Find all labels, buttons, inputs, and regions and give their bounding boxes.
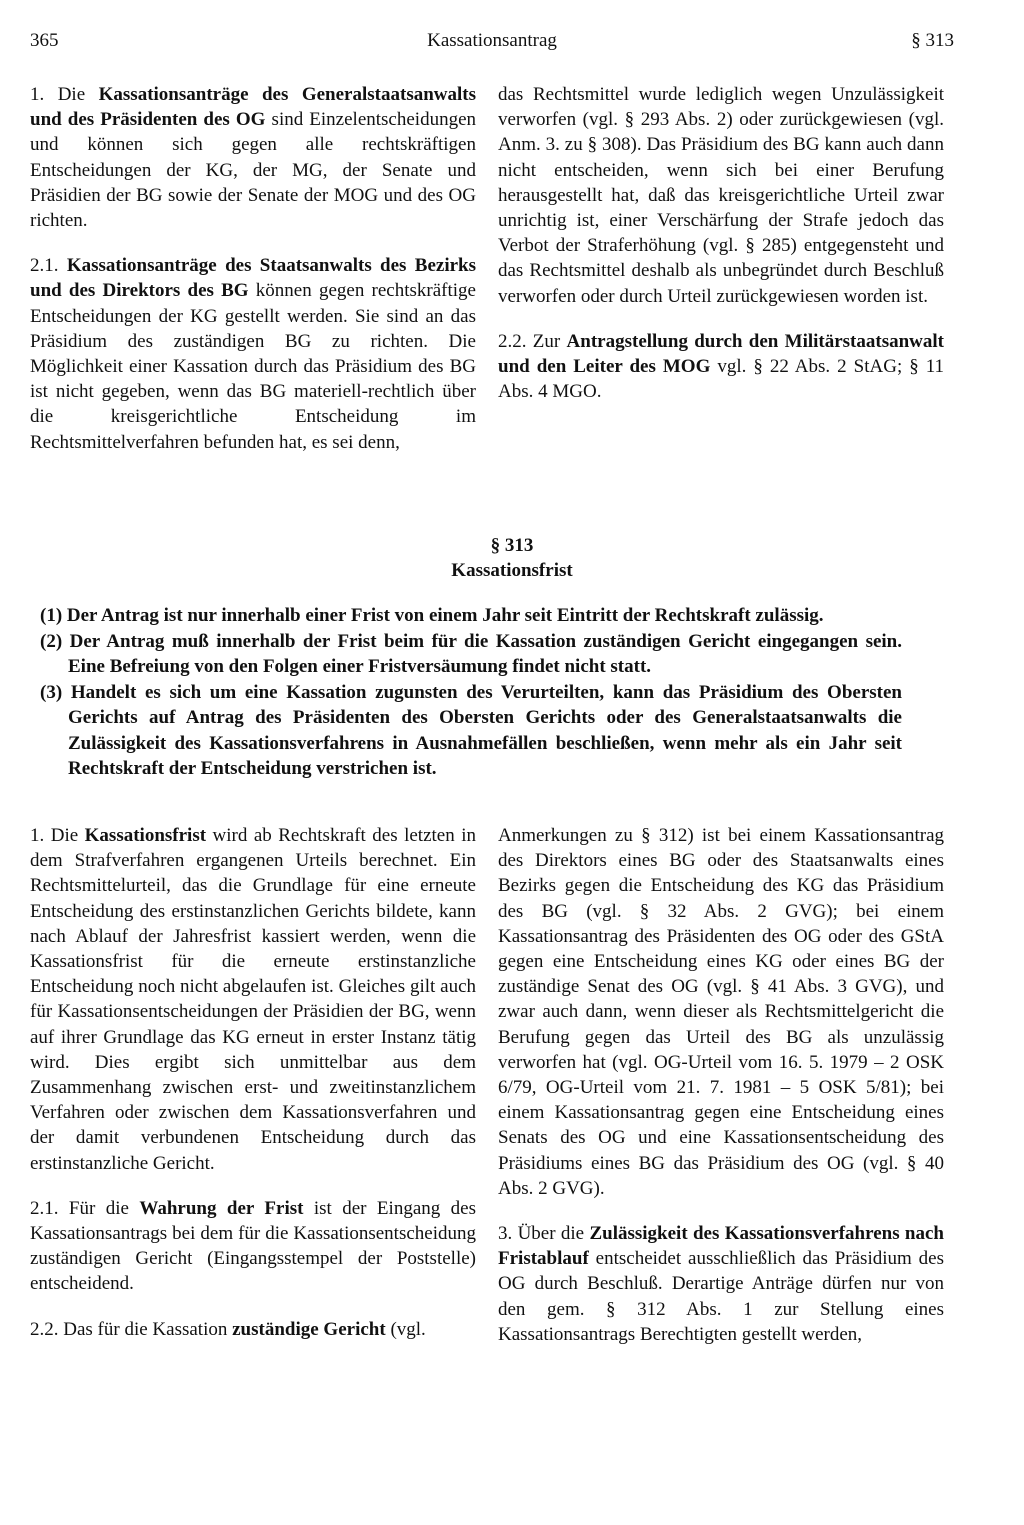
- annotation-paragraph: [30, 823, 476, 1176]
- running-title: Kassationsantrag: [427, 30, 557, 51]
- annotation-paragraph: [498, 1221, 944, 1347]
- bold-term: Zulässigkeit des Kassationsverfahrens nach Fristablauf: [498, 1223, 944, 1270]
- annotation-paragraph: [30, 253, 476, 455]
- running-section: § 313: [911, 30, 954, 51]
- statute-section: § 313: [490, 535, 534, 556]
- paragraph-text: das Rechtsmittel wurde lediglich wegen Unzulässigkeit verworfen (vgl. § 293 Abs. 2) oder zurückgewiesen (vgl. Anm. 3. zu § 308). Das Präsidium des BG kann auch dann nicht entscheiden, wenn sich bei einer Berufung herausgestellt hat, daß das kreisgerichtliche Urteil zwar unrichtig ist, einer Verschärfung der Strafe jedoch das Verbot der Straferhöhung (vgl. § 285) entgegensteht und das Rechtsmittel deshalb als unbegründet durch Beschluß verworfen oder durch Urteil zurückgewiesen worden ist.: [498, 84, 944, 307]
- paragraph-text: wird ab Rechtskraft des letzten in dem Strafverfahren ergangenen Urteils berechnet. Ein Rechtsmittelurteil, das die Grundlage für eine erneute Entscheidung des erstinstanzlichen Gerichts bildete, kann nach Ablauf der Jahresfrist kassiert werden, wenn die Kassationsfrist für die erneute erstinstanzliche Entscheidung noch nicht abgelaufen ist. Gleiches gilt auch für Kassationsentscheidungen der Präsidien der BG, wenn auf ihrer Grundlage das KG erneut in erster Instanz tätig wird. Dies ergibt sich unmittelbar aus dem Zusammenhang zwischen erst- und zweitinstanzlichem Verfahren oder zwischen dem Kassationsverfahren und der damit verbundenen Entscheidung durch das erstinstanzliche Gericht.: [30, 825, 476, 1174]
- paragraph-number: 1. Die: [30, 84, 99, 105]
- paragraph-number: 2.1. Für die: [30, 1197, 140, 1219]
- statute-heading: [0, 533, 1024, 583]
- bold-term: Kassationsanträge des Generalstaatsanwalts und des Präsidenten des OG: [30, 84, 476, 131]
- statute-text: [40, 603, 902, 782]
- paragraph-text: (vgl.: [385, 1318, 426, 1340]
- annotation-paragraph: [498, 823, 944, 1201]
- statute-paragraph-2: (2) Der Antrag muß innerhalb der Frist beim für die Kassation zuständigen Gericht eingegangen sein. Eine Befreiung von den Folgen einer Fristversäumung findet nicht statt.: [40, 630, 902, 677]
- annotation-paragraph: [498, 82, 944, 309]
- annotation-paragraph: [498, 329, 944, 405]
- paragraph-number: 1. Die: [30, 825, 85, 846]
- top-left-column: [30, 82, 476, 475]
- paragraph-number: 2.2. Zur: [498, 330, 567, 352]
- paragraph-text: vgl. § 22 Abs. 2 StAG; § 11 Abs. 4 MGO.: [498, 356, 944, 403]
- statute-title: Kassationsfrist: [451, 560, 573, 581]
- page-number: 365: [30, 30, 59, 51]
- bold-term: Antragstellung durch den Militärstaatsanwalt und den Leiter des MOG: [498, 330, 944, 378]
- bold-term: Kassationsanträge des Staatsanwalts des Bezirks und des Direktors des BG: [30, 255, 476, 302]
- paragraph-text: Anmerkungen zu § 312) ist bei einem Kassationsantrag des Direktors eines BG oder des Staatsanwalts eines Bezirks gegen die Entscheidung des KG das Präsidium des BG (vgl. § 32 Abs. 2 GVG); bei einem Kassationsantrag des Präsidenten des OG oder des GStA gegen eine Entscheidung eines KG oder eines BG der zuständige Senat des OG (vgl. § 41 Abs. 3 GVG), und zwar auch dann, wenn dieser als Rechtsmittelgericht die Berufung gegen das Urteil des BG als unzulässig verworfen hat (vgl. OG-Urteil vom 16. 5. 1979 – 2 OSK 6/79, OG-Urteil vom 21. 7. 1981 – 5 OSK 5/81); bei einem Kassationsantrag gegen eine Entscheidung eines Senats des OG und eine Kassationsentscheidung des Präsidiums eines BG das Präsidium des OG (vgl. § 40 Abs. 2 GVG).: [498, 825, 944, 1199]
- paragraph-number: 3. Über die: [498, 1223, 590, 1245]
- paragraph-number: 2.2. Das für die Kassation: [30, 1318, 233, 1340]
- paragraph-text: ist der Eingang des Kassationsantrags bei dem für die Kassationsentscheidung zuständigen Gericht (Eingangsstempel der Poststelle) entscheidend.: [30, 1197, 477, 1295]
- statute-paragraph-3: (3) Handelt es sich um eine Kassation zugunsten des Verurteilten, kann das Präsidium des Obersten Gerichts auf Antrag des Präsidenten des Obersten Gerichts oder des Generalstaatsanwalts die Zulässigkeit des Kassationsverfahrens in Ausnahmefällen beschließen, wenn mehr als ein Jahr seit Rechtskraft der Entscheidung verstrichen ist.: [40, 681, 902, 779]
- bold-term: Kassationsfrist: [84, 825, 207, 846]
- bottom-left-column: [30, 823, 476, 1362]
- top-right-column: [498, 82, 944, 424]
- statute-paragraph-1: (1) Der Antrag ist nur innerhalb einer Frist von einem Jahr seit Eintritt der Rechtskraft zulässig.: [40, 605, 824, 626]
- paragraph-text: entscheidet ausschließlich das Präsidium des OG durch Beschluß. Derartige Anträge dürfen nur von den gem. § 312 Abs. 1 zur Stellung eines Kassationsantrags Berechtigten gestellt werden,: [498, 1248, 944, 1345]
- paragraph-text: können gegen rechtskräftige Entscheidungen der KG gestellt werden. Sie sind an das Präsidium des zuständigen BG zu richten. Die Möglichkeit einer Kassation durch das Präsidium des BG ist nicht gegeben, wenn das BG materiell-rechtlich über die kreisgerichtliche Entscheidung im Rechtsmittelverfahren befunden hat, es sei denn,: [30, 280, 476, 453]
- bottom-right-column: [498, 823, 944, 1367]
- bold-term: zuständige Gericht: [232, 1318, 386, 1340]
- annotation-paragraph: [30, 1317, 476, 1342]
- bold-term: Wahrung der Frist: [139, 1197, 304, 1219]
- running-header: [30, 30, 954, 60]
- annotation-paragraph: [30, 82, 476, 233]
- paragraph-number: 2.1.: [30, 255, 67, 277]
- annotation-paragraph: [30, 1196, 476, 1297]
- paragraph-text: sind Einzelentscheidungen und können sich gegen alle rechtskräftigen Entscheidungen der KG, der MG, der Senate und Präsidien der BG sowie der Senate der MOG und des OG richten.: [30, 109, 477, 232]
